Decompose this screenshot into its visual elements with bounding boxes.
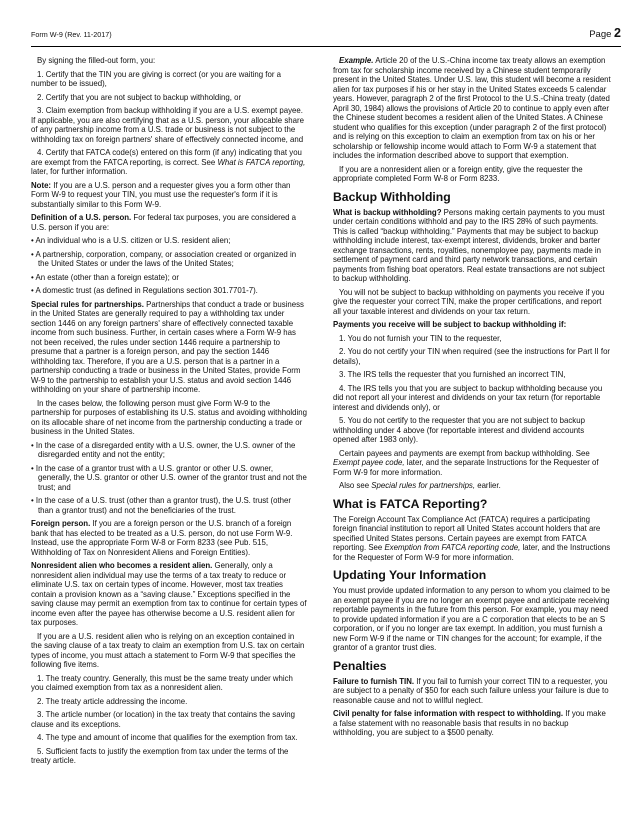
heading-backup-withholding: Backup Withholding bbox=[333, 189, 451, 204]
heading-fatca: What is FATCA Reporting? bbox=[333, 496, 488, 511]
paragraph: In the cases below, the following person must give Form W-9 to the partnership for purposes of establishing its U.S. status and avoiding withholding on its allocable share of net income from the partnership conducting a trade or business in the United States. bbox=[31, 398, 307, 436]
right-column bbox=[333, 56, 611, 742]
header-rule bbox=[31, 46, 621, 47]
list-item: 4. Certify that FATCA code(s) entered on this form (if any) indicating that you are exempt from the FATCA reporting, is correct. See What is FATCA reporting, later, for further information. bbox=[31, 148, 306, 176]
paragraph: Certain payees and payments are exempt from backup withholding. See Exempt payee code, later, and the separate Instructions for the Requester of Form W-9 for more information. bbox=[333, 448, 599, 477]
list-item: 1. Certify that the TIN you are giving is correct (or you are waiting for a number to be issued), bbox=[31, 69, 281, 88]
paragraph: Payments you receive will be subject to backup withholding if: bbox=[333, 320, 567, 329]
list-item: 1. You do not furnish your TIN to the requester, bbox=[339, 333, 502, 343]
bullet-item: • An estate (other than a foreign estate); or bbox=[31, 272, 179, 282]
list-item: 5. You do not certify to the requester that you are not subject to backup withholding under 4 above (for reportable interest and dividend accounts opened after 1983 only). bbox=[333, 416, 585, 444]
paragraph: Civil penalty for false information with respect to withholding. If you make a false statement with no reasonable basis that results in no backup withholding, you are subject to a $500 penalty. bbox=[333, 709, 606, 737]
page-number: Page 2 bbox=[589, 26, 621, 40]
list-item: 4. The type and amount of income that qualifies for the exemption from tax. bbox=[37, 733, 298, 742]
list-item: 5. Sufficient facts to justify the exemption from tax under the terms of the treaty article. bbox=[31, 746, 289, 765]
heading-updating: Updating Your Information bbox=[333, 568, 487, 582]
paragraph: Also see Special rules for partnerships, earlier. bbox=[339, 481, 501, 490]
bullet-item: • In the case of a grantor trust with a U.S. grantor or other U.S. owner, generally, the U.S. grantor or other U.S. owner of the grantor trust and not the trust; and bbox=[31, 463, 307, 492]
list-item: 2. Certify that you are not subject to backup withholding, or bbox=[37, 92, 242, 102]
list-item: 2. The treaty article addressing the income. bbox=[37, 696, 188, 706]
paragraph: Failure to furnish TIN. If you fail to furnish your correct TIN to a requester, you are subject to a penalty of $50 for each such failure unless your failure is due to reasonable cause and not to willful neglect. bbox=[333, 676, 609, 705]
special-rules-paragraph: Special rules for partnerships. Partnerships that conduct a trade or business in the United States are generally required to pay a withholding tax under section 1446 on any foreign partners' share of effectively connected taxable income from such business. Further, in certain cases where a Form W-9 has not been received, the rules under section 1446 require a partnership to presume that a partner is a foreign person, and pay the section 1446 withholding tax. Therefore, if you are a U.S. person that is a partner in a partnership conducting a trade or business in the United States, provide Form W-9 to the partnership to establish your U.S. status and avoid section 1446 withholding on your share of partnership income. bbox=[31, 299, 304, 394]
paragraph: You will not be subject to backup withholding on payments you receive if you give the requester your correct TIN, make the proper certifications, and report all your taxable interest and dividends on your tax return. bbox=[333, 287, 605, 316]
paragraph: By signing the filled-out form, you: bbox=[37, 56, 156, 65]
list-item: 3. The IRS tells the requester that you furnished an incorrect TIN, bbox=[339, 370, 566, 379]
definition-paragraph: Definition of a U.S. person. For federal tax purposes, you are considered a U.S. person if you are: bbox=[31, 213, 297, 232]
bullet-item: • In the case of a disregarded entity with a U.S. owner, the U.S. owner of the disregarded entity and not the entity; bbox=[31, 440, 296, 459]
paragraph: If you are a U.S. resident alien who is relying on an exception contained in the saving clause of a tax treaty to claim an exemption from U.S. tax on certain types of income, you must attach a statement to Form W-9 that specifies the following five items. bbox=[31, 631, 305, 669]
nonresident-alien-paragraph: Nonresident alien who becomes a resident alien. Generally, only a nonresident alien individual may use the terms of a tax treaty to reduce or eliminate U.S. tax on certain types of income. However, most tax treaties contain a provision known as a “saving clause.” Exceptions specified in the saving clause may permit an exemption from tax to continue for certain types of income even after the payee has otherwise become a U.S. resident alien for tax purposes. bbox=[31, 561, 307, 627]
note-paragraph: Note: If you are a U.S. person and a requester gives you a form other than Form W-9 to request your TIN, you must use the requester's form if it is substantially similar to this Form W-9. bbox=[31, 180, 291, 209]
bullet-item: • An individual who is a U.S. citizen or U.S. resident alien; bbox=[31, 236, 231, 245]
bullet-item: • In the case of a U.S. trust (other than a grantor trust), the U.S. trust (other than a grantor trust) and not the beneficiaries of the trust. bbox=[31, 496, 291, 515]
foreign-person-paragraph: Foreign person. If you are a foreign person or the U.S. branch of a foreign bank that has elected to be treated as a U.S. person, do not use Form W-9. Instead, use the appropriate Form W-8 or Form 8233 (see Pub. 515, Withholding of Tax on Nonresident Aliens and Foreign Entities). bbox=[31, 519, 293, 557]
paragraph: The Foreign Account Tax Compliance Act (FATCA) requires a participating foreign financial institution to report all United States account holders that are specified United States persons. Certain payees are exempt from FATCA reporting. See Exemption from FATCA reporting code, later, and the Instructions for the Requester of Form W-9 for more information. bbox=[333, 514, 611, 562]
example-paragraph: Example. Article 20 of the U.S.-China income tax treaty allows an exemption from tax for scholarship income received by a Chinese student temporarily present in the United States. Under U.S. law, this student will become a resident alien for tax purposes if his or her stay in the United States exceeds 5 calendar years. However, paragraph 2 of the first Protocol to the U.S.-China treaty (dated April 30, 1984) allows the provisions of Article 20 to continue to apply even after the Chinese student becomes a resident alien of the United States. A Chinese student who qualifies for this exception (under paragraph 2 of the first protocol) and is relying on this exception to claim an exemption from tax on his or her scholarship or fellowship income would attach to Form W-9 a statement that includes the information described above to support that exemption. bbox=[333, 56, 611, 160]
bullet-item: • A partnership, corporation, company, or association created or organized in the United States or under the laws of the United States; bbox=[31, 249, 297, 268]
paragraph: You must provide updated information to any person to whom you claimed to be an exempt payee if you are no longer an exempt payee and anticipate receiving reportable payments in the future from this person. For example, you may need to provide updated information if you are a C corporation that elects to be an S corporation, or if you no longer are tax exempt. In addition, you must furnish a new Form W-9 if the name or TIN changes for the account; for example, if the grantor of a grantor trust dies. bbox=[333, 586, 611, 652]
bullet-item: • A domestic trust (as defined in Regulations section 301.7701-7). bbox=[31, 286, 258, 295]
heading-penalties: Penalties bbox=[333, 658, 387, 673]
list-item: 3. Claim exemption from backup withholding if you are a U.S. exempt payee. If applicable, you are also certifying that as a U.S. person, your allocable share of any partnership income from a U.S. trade or business is not subject to the withholding tax on foreign partners' share of effectively connected income, and bbox=[31, 106, 304, 144]
left-column bbox=[31, 56, 307, 770]
paragraph: If you are a nonresident alien or a foreign entity, give the requester the appropriate completed Form W-8 or Form 8233. bbox=[333, 164, 583, 183]
list-item: 4. The IRS tells you that you are subject to backup withholding because you did not report all your interest and dividends on your tax return (for reportable interest and dividends only), or bbox=[333, 383, 603, 412]
page-header bbox=[31, 26, 621, 44]
paragraph: What is backup withholding? Persons making certain payments to you must under certain conditions withhold and pay to the IRS 28% of such payments. This is called “backup withholding.” Payments that may be subject to backup withholding include interest, tax-exempt interest, dividends, broker and barter exchange transactions, rents, royalties, nonemployee pay, payments made in settlement of payment card and third party network transactions, and certain payments from fishing boat operators. Real estate transactions are not subject to backup withholding. bbox=[333, 207, 605, 283]
form-id: Form W-9 (Rev. 11-2017) bbox=[31, 30, 112, 39]
list-item: 1. The treaty country. Generally, this must be the same treaty under which you claimed exemption from tax as a nonresident alien. bbox=[31, 673, 293, 692]
list-item: 2. You do not certify your TIN when required (see the instructions for Part II for details), bbox=[333, 347, 611, 366]
list-item: 3. The article number (or location) in the tax treaty that contains the saving clause and its exceptions. bbox=[31, 710, 295, 729]
